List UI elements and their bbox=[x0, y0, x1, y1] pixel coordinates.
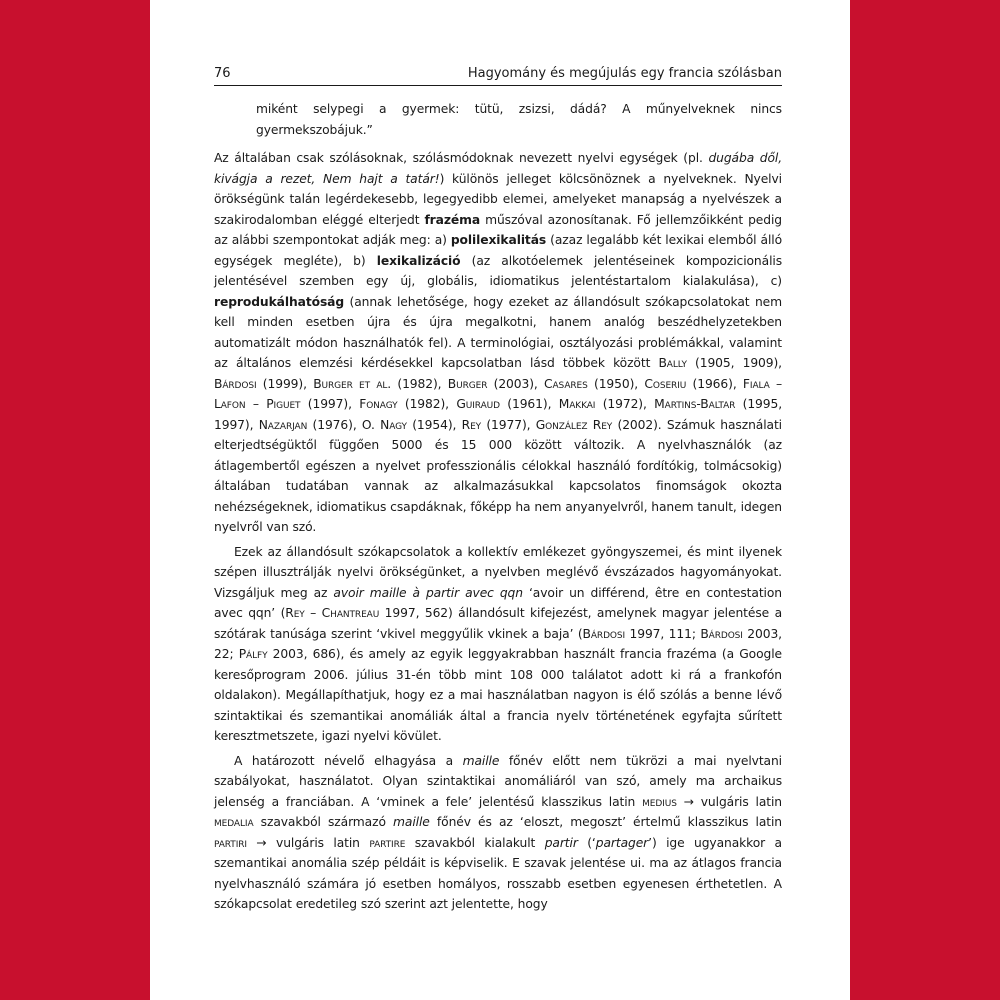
paragraph-1: Az általában csak szólásoknak, szólásmódoknak nevezett nyelvi egységek (pl. dugába dől, kivágja a rezet, Nem hajt a tatár!) különös jelleget kölcsönöznek a nyelveknek. Nyelvi örökségünk talán legérdekesebb, legegyedibb elemei, amelyeket manapság a nyelvészek a szakirodalomban eléggé elterjedt frazéma műszóval azonosítanak. Fő jellemzőikként pedig az alábbi szempontokat adják meg: a) polilexikalitás (azaz legalább két lexikai elemből álló egységek megléte), b) lexikalizáció (az alkotóelemek jelentéseinek kompozicionális jelentésével szemben egy új, globális, idiomatikus jelentéstartalom kialakulása), c) reprodukálhatóság (annak lehetősége, hogy ezeket az állandósult szókapcsolatokat nem kell minden esetben újra és újra megalkotni, hanem analóg beszédhelyzetekben automatizált módon használhatók fel). A terminológiai, osztályozási problémákkal, valamint az általános elemzési kérdésekkel kapcsolatban lásd többek között Bally (1905, 1909), Bárdosi (1999), Burger et al. (1982), Burger (2003), Casares (1950), Coseriu (1966), Fiala – Lafon – Piguet (1997), Fonagy (1982), Guiraud (1961), Makkai (1972), Martins-Baltar (1995, 1997), Nazarjan (1976), O. Nagy (1954), Rey (1977), González Rey (2002). Számuk használati elterjedtségüktől függően 5000 és 15 000 között változik. A nyelvhasználók (az átlagembertől egészen a nyelvet professzionális célokkal használó fordítókig, tolmácsokig) általában tudatában vannak az alkalmazásukkal kapcsolatos finomságok okozta nehézségeknek, idiomatikus csapdáknak, főképp ha nem anyanyelvről, hanem tanult, idegen nyelvről van szó. bbox=[214, 151, 783, 534]
book-page bbox=[150, 0, 850, 1000]
paragraph-2: Ezek az állandósult szókapcsolatok a kollektív emlékezet gyöngyszemei, és mint ilyenek szépen illusztrálják nyelvi örökségünket, a nyelvben meglévő évszázados hagyományokat. Vizsgáljuk meg az avoir maille à partir avec qqn ‘avoir un différend, être en contestation avec qqn’ (Rey – Chantreau 1997, 562) állandósult kifejezést, amelynek magyar jelentése a szótárak tanúsága szerint ‘vkivel meggyűlik vkinek a baja’ (Bárdosi 1997, 111; Bárdosi 2003, 22; Pálfy 2003, 686), és amely az egyik leggyakrabban használt francia frazéma (a Google keresőprogram 2006. július 31-én több mint 108 000 találatot adott ki rá a frankofón oldalakon). Megállapíthatjuk, hogy ez a mai használatban nagyon is élő szólás a benne lévő szintaktikai és szemantikai anomáliák által a francia nyelv történetének egyfajta sűrített keresztmetszete, igazi nyelvi kövület. bbox=[214, 544, 783, 743]
running-header bbox=[214, 65, 782, 86]
page-number: 76 bbox=[214, 66, 231, 81]
main-text bbox=[214, 99, 782, 915]
paragraph-3: A határozott névelő elhagyása a maille főnév előtt nem tükrözi a mai nyelvtani szabályokat, használatot. Olyan szintaktikai anomáliáról van szó, amely ma archaikus jelenség a franciában. A ‘vminek a fele’ jelentésű klasszikus latin medius → vulgáris latin medalia szavakból származó maille főnév és az ‘eloszt, megoszt’ értelmű klasszikus latin partiri → vulgáris latin partire szavakból kialakult partir (‘partager’) ige ugyanakkor a szemantikai anomália szép példáit is képviselik. E szavak jelentése ui. ma az átlagos francia nyelvhasználó számára jó esetben homályos, rosszabb esetben egyenesen érthetetlen. A szókapcsolat eredetileg szó szerint azt jelentette, hogy bbox=[214, 753, 783, 911]
block-quote: miként selypegi a gyermek: tütü, zsizsi, dádá? A műnyelveknek nincs gyermekszobájuk.” bbox=[256, 102, 782, 137]
running-title: Hagyomány és megújulás egy francia szólásban bbox=[467, 66, 782, 81]
